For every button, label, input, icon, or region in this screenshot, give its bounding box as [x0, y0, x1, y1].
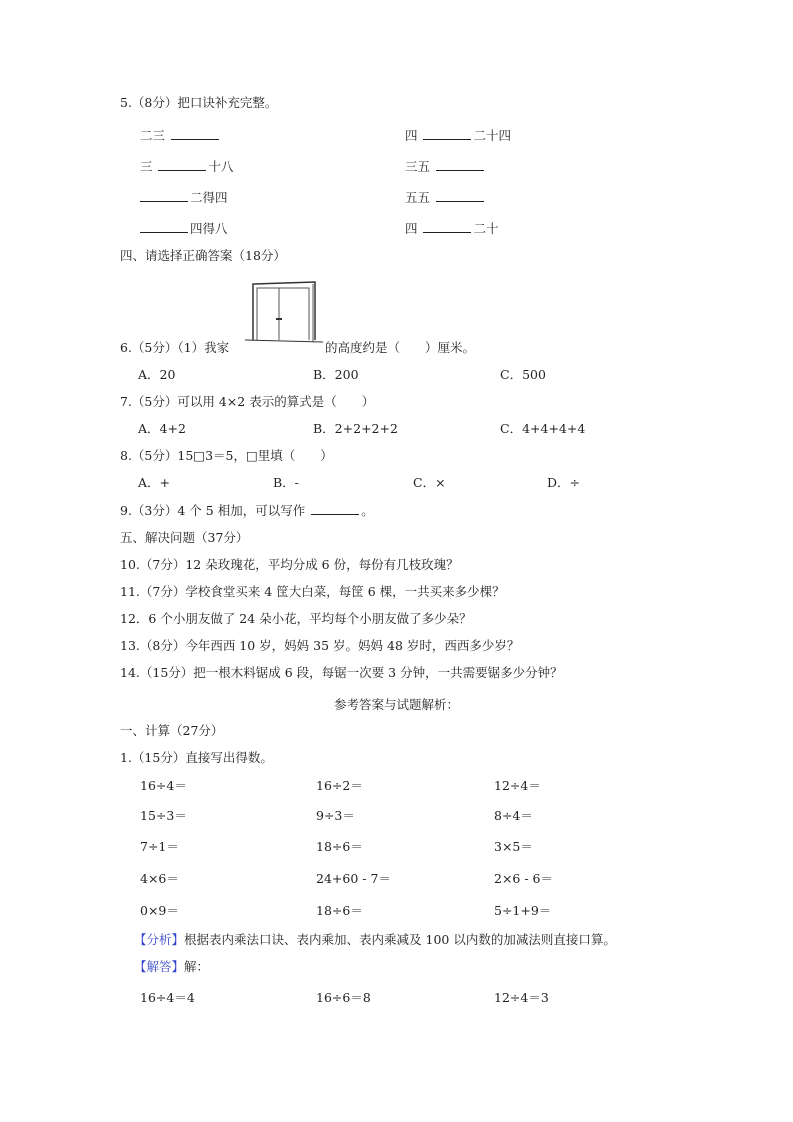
answer-blank[interactable]: [423, 127, 471, 140]
q6-title: 6.（5分）（1）我家: [120, 340, 230, 355]
mnemonic-item: 四 二十: [405, 221, 499, 236]
section-heading: 五、解决问题（37分）: [120, 530, 249, 545]
answer-tag: 【解答】: [134, 959, 185, 974]
calc-item: 18÷6＝: [316, 839, 363, 854]
q10: 10.（7分）12 朵玫瑰花，平均分成 6 份，每份有几枝玫瑰？: [120, 557, 459, 572]
analysis-tag: 【分析】: [134, 932, 185, 947]
answer-blank[interactable]: [436, 158, 484, 171]
calc-item: 24+60 - 7＝: [316, 871, 391, 886]
calc-item: 15÷3＝: [140, 808, 187, 823]
q5-title: 5.（8分）把口诀补充完整。: [120, 95, 278, 110]
q12: 12．6 个小朋友做了 24 朵小花，平均每个小朋友做了多少朵？: [120, 611, 472, 626]
section-heading: 一、计算（27分）: [120, 723, 224, 738]
answer-blank[interactable]: [423, 220, 471, 233]
section-heading: 四、请选择正确答案（18分）: [120, 248, 286, 263]
option-d[interactable]: D．÷: [547, 475, 580, 490]
answer-blank[interactable]: [436, 189, 484, 202]
q8-title: 8.（5分）15□3＝5，□里填（ ）: [120, 448, 333, 463]
option-a[interactable]: A．4+2: [138, 421, 186, 436]
calc-item: 12÷4＝: [494, 778, 541, 793]
answer-item: 12÷4＝3: [494, 990, 549, 1005]
q6-title-end: 的高度约是（ ）厘米。: [325, 340, 476, 355]
answer-blank[interactable]: [140, 189, 188, 202]
mnemonic-item: 四 二十四: [405, 128, 511, 143]
option-c[interactable]: C．×: [413, 475, 446, 490]
calc-item: 2×6 - 6＝: [494, 871, 554, 886]
calc-item: 9÷3＝: [316, 808, 355, 823]
option-b[interactable]: B．-: [273, 475, 299, 490]
calc-item: 18÷6＝: [316, 903, 363, 918]
option-c[interactable]: C．4+4+4+4: [500, 421, 586, 436]
q13: 13.（8分）今年西西 10 岁，妈妈 35 岁。妈妈 48 岁时，西西多少岁？: [120, 638, 520, 653]
option-b[interactable]: B．2+2+2+2: [313, 421, 398, 436]
analysis: 【分析】根据表内乘法口诀、表内乘加、表内乘减及 100 以内数的加减法则直接口算。: [134, 932, 616, 947]
q9: 9.（3分）4 个 5 相加，可以写作 。: [120, 503, 374, 518]
option-a[interactable]: A．20: [138, 367, 176, 382]
q7-title: 7.（5分）可以用 4×2 表示的算式是（ ）: [120, 394, 375, 409]
option-b[interactable]: B．200: [313, 367, 359, 382]
calc-item: 16÷2＝: [316, 778, 363, 793]
mnemonic-item: 二得四: [138, 189, 228, 206]
mnemonic-item: 三五: [405, 158, 486, 175]
mnemonic-item: 四得八: [138, 220, 228, 237]
q14: 14.（15分）把一根木料锯成 6 段，每锯一次要 3 分钟，一共需要锯多少分钟？: [120, 665, 563, 680]
answer-item: 16÷6＝8: [316, 990, 371, 1005]
option-a[interactable]: A．+: [138, 475, 171, 490]
calc-item: 8÷4＝: [494, 808, 533, 823]
calc-item: 3×5＝: [494, 839, 533, 854]
answer-item: 16÷4＝4: [140, 990, 195, 1005]
answer-blank[interactable]: [171, 127, 219, 140]
calc-item: 7÷1＝: [140, 839, 179, 854]
calc-item: 16÷4＝: [140, 778, 187, 793]
mnemonic-item: 三 十八: [140, 159, 234, 174]
q1-title: 1.（15分）直接写出得数。: [120, 750, 273, 765]
mnemonic-item: 五五: [405, 189, 486, 206]
answer-blank[interactable]: [158, 158, 206, 171]
mnemonic-item: 二三: [140, 127, 221, 144]
calc-item: 0×9＝: [140, 903, 179, 918]
calc-item: 4×6＝: [140, 871, 179, 886]
answer-blank[interactable]: [311, 502, 359, 515]
answer-blank[interactable]: [140, 220, 188, 233]
calc-item: 5÷1+9＝: [494, 903, 552, 918]
option-c[interactable]: C．500: [500, 367, 546, 382]
door-image: [243, 278, 325, 346]
answer: 【解答】解：: [134, 959, 210, 974]
q11: 11.（7分）学校食堂买来 4 筐大白菜，每筐 6 棵，一共买来多少棵？: [120, 584, 505, 599]
answers-title: 参考答案与试题解析：: [333, 697, 459, 712]
